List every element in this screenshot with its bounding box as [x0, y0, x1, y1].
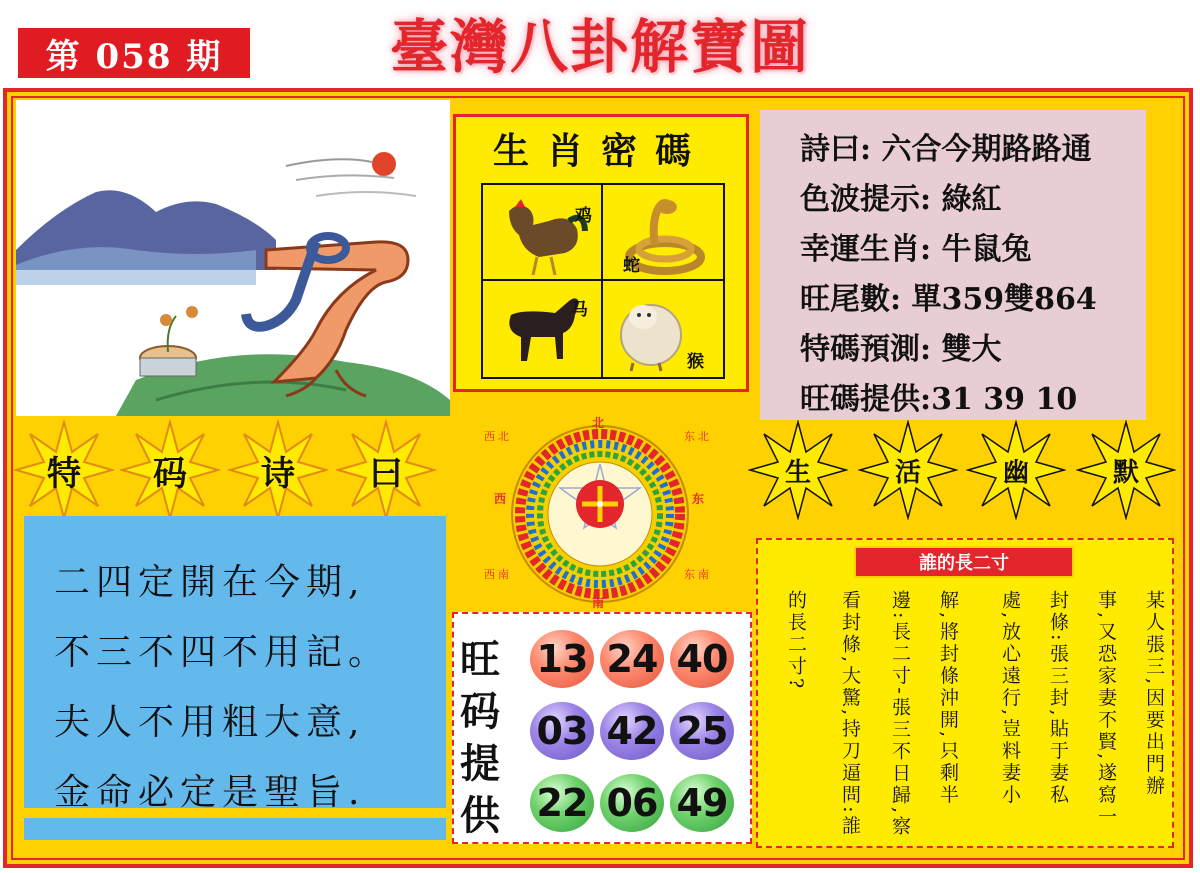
zodiac-label: 猴: [687, 352, 704, 372]
star-char: 默: [1112, 457, 1139, 488]
story-column: 處,放心遠行,豈料妻小: [999, 590, 1021, 807]
star-char: 生: [784, 457, 811, 488]
page-title: 臺灣八卦解寶圖: [389, 13, 810, 81]
issue-badge: 第 058 期: [18, 28, 250, 78]
corner-label: 东: [684, 568, 695, 581]
star-char: 码: [153, 453, 187, 494]
story-column: 的長二寸?: [785, 590, 807, 692]
corner-label: 东: [684, 430, 695, 443]
numbers-label-char: 码: [460, 688, 500, 735]
direction-south: 南: [592, 596, 605, 610]
poem-line: 二四定開在今期,: [54, 562, 366, 603]
zodiac-label: 马: [571, 300, 588, 320]
star-badge: [228, 420, 328, 520]
number-ball-blue: 03: [530, 702, 594, 760]
zodiac-label: 蛇: [623, 256, 640, 276]
info-poem: 詩曰: 六合今期路路通: [800, 132, 1092, 167]
zodiac-panel: [453, 114, 749, 392]
number-ball-red: 24: [600, 630, 664, 688]
poem-line: 夫人不用粗大意,: [54, 702, 366, 743]
landscape-art: [16, 100, 450, 416]
numbers-label-char: 提: [460, 740, 500, 787]
corner-label: 西: [484, 568, 495, 581]
number-ball-green: 49: [670, 774, 734, 832]
star-badge: [14, 420, 114, 520]
direction-west: 西: [494, 492, 507, 506]
star-char: 活: [894, 457, 921, 488]
star-char: 诗: [261, 453, 295, 494]
star-badge: [858, 420, 958, 520]
number-ball-green: 22: [530, 774, 594, 832]
corner-label: 北: [698, 430, 709, 443]
story-column: 看封條,大驚,持刀逼問:誰: [839, 590, 861, 838]
star-badge: [966, 420, 1066, 520]
story-column: 封條:張三封,貼于妻私: [1047, 590, 1069, 807]
zodiac-cell-horse: [483, 281, 603, 377]
number-ball-green: 06: [600, 774, 664, 832]
story-title: 誰的長二寸: [854, 546, 1074, 578]
star-badge: [748, 420, 848, 520]
star-char: 曰: [369, 453, 403, 494]
corner-label: 南: [498, 568, 509, 581]
poem-line: 金命必定是聖旨.: [54, 772, 366, 813]
poem-strip: [24, 818, 446, 840]
number-ball-blue: 25: [670, 702, 734, 760]
number-ball-red: 40: [670, 630, 734, 688]
direction-north: 北: [592, 416, 605, 430]
zodiac-cell-snake: [603, 185, 723, 281]
info-color-wave: 色波提示: 綠紅: [800, 182, 1002, 217]
joke-story-panel: [756, 538, 1174, 848]
zodiac-cell-rooster: [483, 185, 603, 281]
hot-numbers-panel: [452, 612, 752, 844]
story-column: 解,將封條沖開,只剩半: [937, 590, 959, 807]
corner-label: 北: [498, 430, 509, 443]
info-special-prediction: 特碼預測: 雙大: [800, 332, 1002, 367]
info-tail-numbers: 旺尾數: 單359雙864: [800, 282, 1097, 317]
story-column: 邊:長二寸-張三不日歸,察: [889, 590, 911, 838]
info-lucky-zodiac: 幸運生肖: 牛鼠兔: [800, 232, 1032, 267]
star-badge: [1076, 420, 1176, 520]
story-column: 事,又恐家妻不賢,遂寫一: [1095, 590, 1117, 829]
numbers-label-char: 旺: [460, 636, 500, 683]
zodiac-cell-monkey: [603, 281, 723, 377]
zodiac-grid: [481, 183, 725, 379]
corner-label: 南: [698, 568, 709, 581]
zodiac-label: 鸡: [575, 206, 592, 226]
star-char: 特: [47, 453, 81, 494]
number-ball-red: 13: [530, 630, 594, 688]
sun-icon: [372, 152, 396, 176]
direction-east: 东: [692, 492, 705, 506]
story-column: 某人張三,因要出門辦: [1143, 590, 1165, 798]
star-badge: [120, 420, 220, 520]
info-panel: [760, 110, 1146, 420]
info-hot-numbers: 旺碼提供:31 39 10: [800, 382, 1078, 417]
bagua-wheel: [480, 416, 720, 610]
corner-label: 西: [484, 430, 495, 443]
numbers-label-char: 供: [460, 792, 500, 839]
rooster-icon: [489, 191, 589, 281]
star-char: 幽: [1002, 457, 1029, 488]
poem-line: 不三不四不用記。: [54, 632, 391, 673]
zodiac-title: 生肖密碼: [492, 130, 709, 172]
star-badge: [336, 420, 436, 520]
poem-panel: [24, 516, 446, 813]
landscape-illustration: [16, 100, 450, 416]
number-ball-blue: 42: [600, 702, 664, 760]
